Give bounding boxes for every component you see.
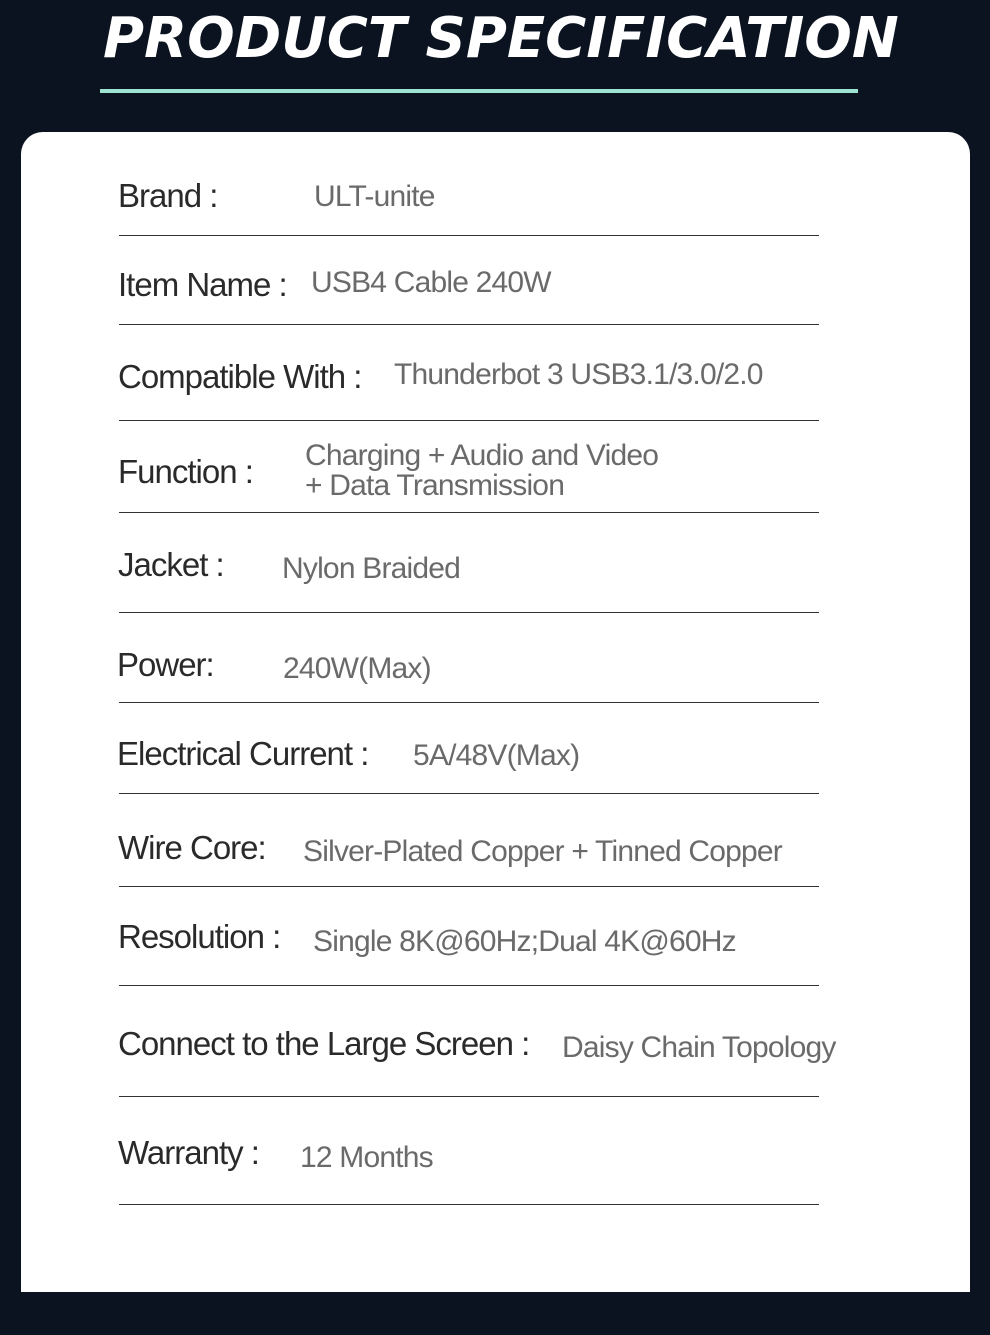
row-divider (119, 420, 819, 421)
row-divider (119, 235, 819, 236)
spec-label-connect-to-large-screen: Connect to the Large Screen : (118, 1025, 530, 1062)
spec-value-resolution: Single 8K@60Hz;Dual 4K@60Hz (313, 925, 736, 958)
spec-value-electrical-current: 5A/48V(Max) (413, 739, 580, 772)
row-divider (119, 793, 819, 794)
page-title: PRODUCT SPECIFICATION (103, 6, 899, 71)
row-divider (119, 324, 819, 325)
row-divider (119, 985, 819, 986)
row-divider (119, 512, 819, 513)
spec-label-jacket: Jacket : (118, 546, 224, 583)
spec-value-compatible-with: Thunderbot 3 USB3.1/3.0/2.0 (394, 358, 763, 391)
row-divider (119, 612, 819, 613)
spec-label-power: Power: (117, 646, 214, 683)
spec-value-function-line-2: + Data Transmission (305, 469, 565, 502)
spec-card (21, 132, 970, 1292)
spec-value-wire-core: Silver-Plated Copper + Tinned Copper (303, 835, 782, 868)
spec-value-warranty: 12 Months (300, 1141, 433, 1174)
row-divider (119, 886, 819, 887)
spec-value-brand: ULT-unite (314, 180, 435, 213)
spec-label-wire-core: Wire Core: (118, 829, 266, 866)
spec-label-resolution: Resolution : (118, 918, 281, 955)
row-divider (119, 1096, 819, 1097)
spec-label-function: Function : (118, 453, 253, 490)
spec-value-jacket: Nylon Braided (282, 552, 461, 585)
spec-value-power: 240W(Max) (283, 652, 431, 685)
spec-label-compatible-with: Compatible With : (118, 358, 362, 395)
spec-label-warranty: Warranty : (118, 1134, 259, 1171)
title-underline (100, 89, 858, 93)
spec-value-item-name: USB4 Cable 240W (311, 266, 551, 299)
spec-value-function-line-1: Charging + Audio and Video (305, 439, 659, 472)
spec-label-item-name: Item Name : (118, 266, 287, 303)
row-divider (119, 702, 819, 703)
spec-value-function (305, 441, 658, 501)
spec-label-brand: Brand : (118, 177, 218, 214)
row-divider (119, 1204, 819, 1205)
spec-value-connect-to-large-screen: Daisy Chain Topology (562, 1031, 836, 1064)
spec-label-electrical-current: Electrical Current : (117, 735, 369, 772)
